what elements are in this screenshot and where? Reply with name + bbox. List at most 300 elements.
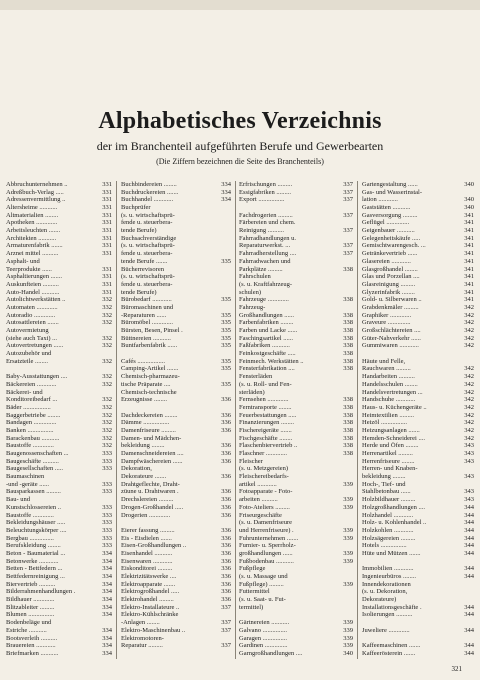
entry-page: 337 [343, 227, 353, 235]
entry-page: 339 [343, 642, 353, 650]
index-entry [6, 289, 112, 297]
index-entry [362, 404, 474, 412]
entry-page: 334 [102, 603, 112, 611]
entry-page: 336 [221, 596, 231, 604]
entry-page: 336 [221, 396, 231, 404]
entry-label: Fußpflege [239, 565, 266, 573]
entry-label: Handelsschulen ........ [362, 380, 418, 388]
index-entry [121, 512, 231, 520]
index-entry [362, 504, 474, 512]
entry-page: 333 [102, 488, 112, 496]
entry-page: 339 [343, 626, 353, 634]
index-entry [362, 227, 474, 235]
entry-page: 340 [464, 181, 474, 188]
index-entry [362, 396, 474, 404]
entry-page: 331 [102, 204, 112, 212]
entry-page: 334 [221, 181, 231, 188]
entry-label: Hemden-Schneiderei .... [362, 434, 425, 442]
entry-label: Glasgroßhandel ........ [362, 265, 418, 273]
index-entry [239, 550, 353, 558]
entry-label: Juweliere ............. [362, 626, 410, 634]
index-entry [362, 542, 474, 550]
section-gap [362, 619, 474, 627]
entry-label: Heimtextilien ......... [362, 411, 414, 419]
entry-label: Buchbindereien ........ [121, 181, 177, 188]
column-divider [235, 181, 236, 659]
index-entry [239, 558, 353, 566]
index-column-3 [239, 181, 353, 658]
entry-label: Arbeitsleuchten ....... [6, 227, 61, 235]
entry-page: 331 [102, 265, 112, 273]
entry-label: Elektrogroßhandel ..... [121, 588, 180, 596]
index-entry [121, 281, 231, 289]
entry-label: Camping-Artikel ....... [121, 365, 179, 373]
entry-page: 341 [464, 250, 474, 258]
index-entry [6, 550, 112, 558]
index-entry [362, 289, 474, 297]
index-entry [362, 527, 474, 535]
entry-label: Fleischer [239, 457, 263, 465]
entry-page: 341 [464, 227, 474, 235]
index-entry [121, 342, 231, 350]
index-entry [239, 196, 353, 204]
index-entry [239, 319, 353, 327]
index-entry [239, 565, 353, 573]
entry-label: tische Präparate .... [121, 380, 171, 388]
index-entry [6, 389, 112, 397]
index-entry [362, 550, 474, 558]
entry-label: Autovertretungen ...... [6, 342, 64, 350]
index-entry [362, 327, 474, 335]
index-entry [121, 612, 231, 620]
index-entry [239, 250, 353, 258]
index-entry [239, 312, 353, 320]
entry-page: 342 [464, 334, 474, 342]
index-entry [362, 450, 474, 458]
entry-label: Hüte und Mützen ....... [362, 549, 421, 557]
index-entry [121, 642, 231, 650]
entry-page: 333 [102, 526, 112, 534]
entry-page: 339 [343, 526, 353, 534]
entry-label: Eisen-Großhandlungen .. [121, 542, 187, 550]
entry-page: 335 [221, 342, 231, 350]
entry-label: Dekorateure) [362, 596, 397, 604]
entry-label: Blumen ................ [6, 611, 55, 619]
entry-page: 341 [464, 280, 474, 288]
entry-page: 338 [343, 319, 353, 327]
entry-label: Glasreinigung ......... [362, 280, 416, 288]
entry-page: 344 [464, 511, 474, 519]
entry-label: Betonwerke ............ [6, 557, 59, 565]
entry-label: Autosattlereien ....... [6, 319, 59, 327]
index-entry [239, 258, 353, 266]
page-number: 321 [451, 665, 462, 673]
entry-page: 341 [464, 257, 474, 265]
entry-label: Bildhauer ............. [6, 596, 55, 604]
entry-label: Baugeschäfte .......... [6, 457, 59, 465]
index-entry [362, 296, 474, 304]
index-entry [362, 604, 474, 612]
entry-label: Buchhandel ............ [121, 196, 174, 204]
index-entry [239, 412, 353, 420]
section-gap [239, 204, 353, 212]
entry-page: 342 [464, 419, 474, 427]
section-gap [239, 612, 353, 620]
entry-page: 335 [221, 257, 231, 265]
index-entry [121, 396, 231, 404]
entry-label: tende Berufe) [121, 227, 157, 235]
index-entry [6, 335, 112, 343]
index-entry [6, 196, 112, 204]
entry-label: (s. u. wirtschaftsprü- [121, 211, 175, 219]
entry-label: Ferntransporte ........ [239, 403, 292, 411]
entry-label: Dekorateure ....... [121, 473, 167, 481]
entry-label: großhandlungen ...... [239, 549, 293, 557]
entry-label: Gold- u. Silberwaren .. [362, 296, 422, 304]
index-entry [121, 465, 231, 473]
entry-label: Bürsten, Besen, Pinsel . [121, 327, 183, 335]
index-entry [239, 181, 353, 189]
index-entry [239, 373, 353, 381]
entry-label: Handarbeiten .......... [362, 373, 415, 381]
index-entry [239, 327, 353, 335]
index-entry [239, 519, 353, 527]
entry-label: Eisenhandel ........... [121, 549, 173, 557]
section-gap [121, 519, 231, 527]
entry-page: 338 [343, 311, 353, 319]
entry-page: 334 [102, 642, 112, 650]
entry-label: Büttnereien ........... [121, 334, 171, 342]
entry-label: Isolierungen .......... [362, 611, 413, 619]
entry-page: 334 [102, 565, 112, 573]
entry-page: 331 [102, 288, 112, 296]
entry-label: Gummiwaren ............ [362, 342, 419, 350]
index-entry [121, 435, 231, 443]
index-entry [6, 419, 112, 427]
page-top-edge [0, 0, 480, 10]
entry-page: 336 [221, 573, 231, 581]
index-entry [121, 227, 231, 235]
entry-label: Bau- und [6, 496, 31, 504]
index-entry [362, 235, 474, 243]
entry-label: Furnier- u. Sperrholz- [239, 542, 296, 550]
index-entry [362, 212, 474, 220]
index-entry [6, 358, 112, 366]
entry-page: 333 [102, 465, 112, 473]
entry-label: Armaturenfabrik ....... [6, 242, 63, 250]
entry-label: Glasereien ............ [362, 257, 411, 265]
section-gap [362, 558, 474, 566]
entry-label: (s. u. Saat- u. Fut- [239, 596, 286, 604]
entry-label: Farbenfabriken ........ [239, 319, 294, 327]
index-entry [6, 312, 112, 320]
entry-label: Handschuhe ............ [362, 396, 416, 404]
entry-page: 331 [102, 250, 112, 258]
column-divider [357, 181, 358, 659]
entry-page: 342 [464, 342, 474, 350]
entry-label: (s. u. Massage und [239, 573, 288, 581]
entry-page: 336 [221, 503, 231, 511]
entry-label: Reparaturwerkst. ... [239, 242, 291, 250]
index-entry [239, 404, 353, 412]
entry-page: 336 [221, 565, 231, 573]
entry-page: 336 [221, 450, 231, 458]
entry-label: Autozubehör und [6, 350, 52, 358]
index-column-2 [121, 181, 231, 650]
entry-page: 336 [221, 473, 231, 481]
index-entry [121, 550, 231, 558]
entry-label: Feinkostgeschäfte ..... [239, 350, 296, 358]
entry-page: 337 [343, 188, 353, 196]
entry-label: Futtermittel [239, 588, 270, 596]
entry-label: Biervertrieb .......... [6, 580, 56, 588]
entry-label: Fußpflege) ......... [239, 580, 284, 588]
index-entry [239, 489, 353, 497]
entry-page: 338 [343, 350, 353, 358]
index-entry [121, 189, 231, 197]
index-entry [6, 189, 112, 197]
entry-page: 344 [464, 519, 474, 527]
entry-page: 336 [221, 488, 231, 496]
entry-label: Dampfwäschereien ...... [121, 457, 183, 465]
index-entry [6, 558, 112, 566]
index-entry [6, 435, 112, 443]
entry-label: Kaffeemaschinen ....... [362, 642, 421, 650]
entry-page: 344 [464, 549, 474, 557]
entry-page: 342 [464, 365, 474, 373]
entry-label: Kunstschlossereien .. [6, 503, 62, 511]
index-entry [121, 627, 231, 635]
index-entry [362, 581, 474, 589]
entry-page: 334 [221, 196, 231, 204]
entry-label: Fachdrogerien ......... [239, 211, 293, 219]
entry-label: Glas und Porzellan .... [362, 273, 420, 281]
entry-page: 331 [102, 227, 112, 235]
index-entry [239, 212, 353, 220]
entry-label: Bäckerei- und [6, 388, 43, 396]
entry-label: arbeiten .......... [239, 496, 278, 504]
entry-page: 334 [102, 557, 112, 565]
entry-label: Großhandlungen ...... [239, 311, 295, 319]
entry-page: 338 [343, 365, 353, 373]
entry-label: Gasversorgung ......... [362, 211, 418, 219]
entry-page: 342 [464, 426, 474, 434]
entry-page: 337 [221, 603, 231, 611]
section-gap [6, 366, 112, 374]
entry-page: 332 [102, 434, 112, 442]
index-entry [121, 635, 231, 643]
entry-label: Innendekorationen [362, 580, 411, 588]
entry-page: 332 [102, 396, 112, 404]
index-entry [121, 212, 231, 220]
index-entry [362, 219, 474, 227]
entry-page: 338 [343, 342, 353, 350]
entry-label: Immobilien ............ [362, 565, 414, 573]
entry-page: 333 [102, 534, 112, 542]
index-entry [121, 442, 231, 450]
entry-label: Architekten ........... [6, 234, 57, 242]
entry-label: Bäder ................. [6, 403, 51, 411]
entry-label: Parkplätze ......... [239, 265, 283, 273]
index-entry [239, 366, 353, 374]
entry-label: tende Berufe ....... [121, 257, 168, 265]
entry-page: 332 [102, 426, 112, 434]
entry-label: Bootsverleih .......... [6, 634, 58, 642]
index-entry [362, 204, 474, 212]
entry-label: Fahrzeuge ............. [239, 296, 289, 304]
entry-label: Gelegenheitskäufe ..... [362, 234, 421, 242]
index-entry [6, 235, 112, 243]
index-entry [362, 512, 474, 520]
index-entry [239, 342, 353, 350]
entry-label: Bergbau ............... [6, 534, 54, 542]
index-entry [6, 273, 112, 281]
entry-label: Teerprodukte ...... [6, 265, 52, 273]
entry-label: Adressenvermittlung .. [6, 196, 66, 204]
index-entry [6, 604, 112, 612]
entry-label: Dachdeckereien ........ [121, 411, 178, 419]
index-entry [6, 473, 112, 481]
entry-label: Baby-Ausstattungen .... [6, 373, 68, 381]
column-divider [116, 181, 117, 659]
index-entry [239, 473, 353, 481]
entry-label: Elektromotoren- [121, 634, 164, 642]
entry-page: 336 [221, 442, 231, 450]
entry-page: 336 [221, 534, 231, 542]
entry-page: 337 [343, 181, 353, 188]
entry-label: (s. u. Dekoration, [362, 588, 408, 596]
entry-page: 340 [464, 196, 474, 204]
index-entry [6, 412, 112, 420]
entry-label: Fernsehen ............. [239, 396, 289, 404]
index-entry [362, 412, 474, 420]
index-entry [239, 396, 353, 404]
entry-label: Garagen ............... [239, 634, 288, 642]
entry-page: 341 [464, 265, 474, 273]
index-entry [6, 204, 112, 212]
entry-label: Geigenbauer ........... [362, 227, 415, 235]
entry-page: 341 [464, 288, 474, 296]
index-column-1 [6, 181, 112, 658]
section-gap [121, 350, 231, 358]
entry-label: Fischgeschäfte ........ [239, 434, 293, 442]
entry-page: 337 [221, 626, 231, 634]
entry-label: Graphiker ............. [362, 311, 412, 319]
index-entry [121, 450, 231, 458]
entry-label: Herren- und Knaben- [362, 465, 418, 473]
entry-label: Asphaltierungen ....... [6, 273, 62, 281]
entry-page: 342 [464, 411, 474, 419]
entry-label: Berufskleidung ........ [6, 542, 61, 550]
entry-label: Autolichtwerkstätten .. [6, 296, 66, 304]
index-column-4 [362, 181, 474, 658]
index-entry [121, 389, 231, 397]
index-entry [239, 350, 353, 358]
index-entry [362, 473, 474, 481]
entry-page: 339 [343, 480, 353, 488]
index-entry [6, 504, 112, 512]
index-entry [362, 419, 474, 427]
entry-page: 335 [221, 334, 231, 342]
entry-label: Großschlächtereien .... [362, 327, 421, 335]
index-entry [6, 396, 112, 404]
index-entry [6, 296, 112, 304]
index-entry [121, 266, 231, 274]
entry-page: 336 [221, 496, 231, 504]
index-entry [362, 588, 474, 596]
entry-label: Drahtgeflechte, Draht- [121, 480, 180, 488]
entry-label: Bodenbeläge und [6, 619, 52, 627]
entry-page: 335 [221, 380, 231, 388]
entry-page: 336 [221, 511, 231, 519]
entry-page: 331 [102, 280, 112, 288]
entry-label: Haus- u. Küchengeräte .. [362, 403, 427, 411]
index-entry [6, 250, 112, 258]
index-entry [362, 481, 474, 489]
entry-label: Elektro-Maschinenbau .. [121, 626, 186, 634]
index-entry [362, 627, 474, 635]
entry-label: Bekleidungshäuser ..... [6, 519, 66, 527]
entry-page: 341 [464, 211, 474, 219]
entry-page: 339 [343, 503, 353, 511]
index-entry [362, 535, 474, 543]
entry-page: 335 [221, 327, 231, 335]
entry-label: Häute und Felle, [362, 357, 406, 365]
entry-label: Arznei mittel .......... [6, 250, 59, 258]
entry-label: und Herrenfriseure) . [239, 526, 294, 534]
entry-page: 336 [221, 457, 231, 465]
entry-label: Baustoffe ............. [6, 511, 54, 519]
index-entry [6, 588, 112, 596]
entry-label: sterläden) [239, 388, 265, 396]
index-entry [362, 181, 474, 189]
index-entry [6, 266, 112, 274]
entry-label: bekleidung ........ [121, 442, 165, 450]
entry-page: 337 [343, 196, 353, 204]
index-entry [121, 489, 231, 497]
index-entry [121, 273, 231, 281]
index-entry [362, 442, 474, 450]
page-title: Alphabetisches Verzeichnis [98, 108, 382, 134]
entry-page: 339 [343, 496, 353, 504]
entry-label: Holzkohlen ............ [362, 526, 414, 534]
index-entry [121, 235, 231, 243]
index-entry [121, 335, 231, 343]
entry-page: 334 [102, 573, 112, 581]
entry-page: 342 [464, 388, 474, 396]
index-entry [239, 219, 353, 227]
entry-label: züune u. Drahtwaren . [121, 488, 179, 496]
entry-label: Bausparkassen ......... [6, 488, 61, 496]
entry-label: Bürobedarf ............ [121, 296, 172, 304]
index-entry [6, 565, 112, 573]
entry-page: 336 [221, 526, 231, 534]
index-entry [6, 212, 112, 220]
entry-page: 341 [464, 234, 474, 242]
entry-label: -und -geräte ...... [6, 480, 49, 488]
entry-page: 333 [102, 542, 112, 550]
entry-label: Gas- und Wasserinstal- [362, 188, 423, 196]
index-entry [121, 412, 231, 420]
entry-label: Fotoapparate - Foto- [239, 488, 293, 496]
entry-label: Elektroapparate ....... [121, 580, 176, 588]
entry-label: tende Berufe) [121, 288, 157, 296]
entry-page: 338 [343, 419, 353, 427]
entry-label: Getränkevertrieb ...... [362, 250, 418, 258]
index-entry [362, 266, 474, 274]
entry-label: Brauereien ............ [6, 642, 56, 650]
entry-page: 338 [343, 450, 353, 458]
